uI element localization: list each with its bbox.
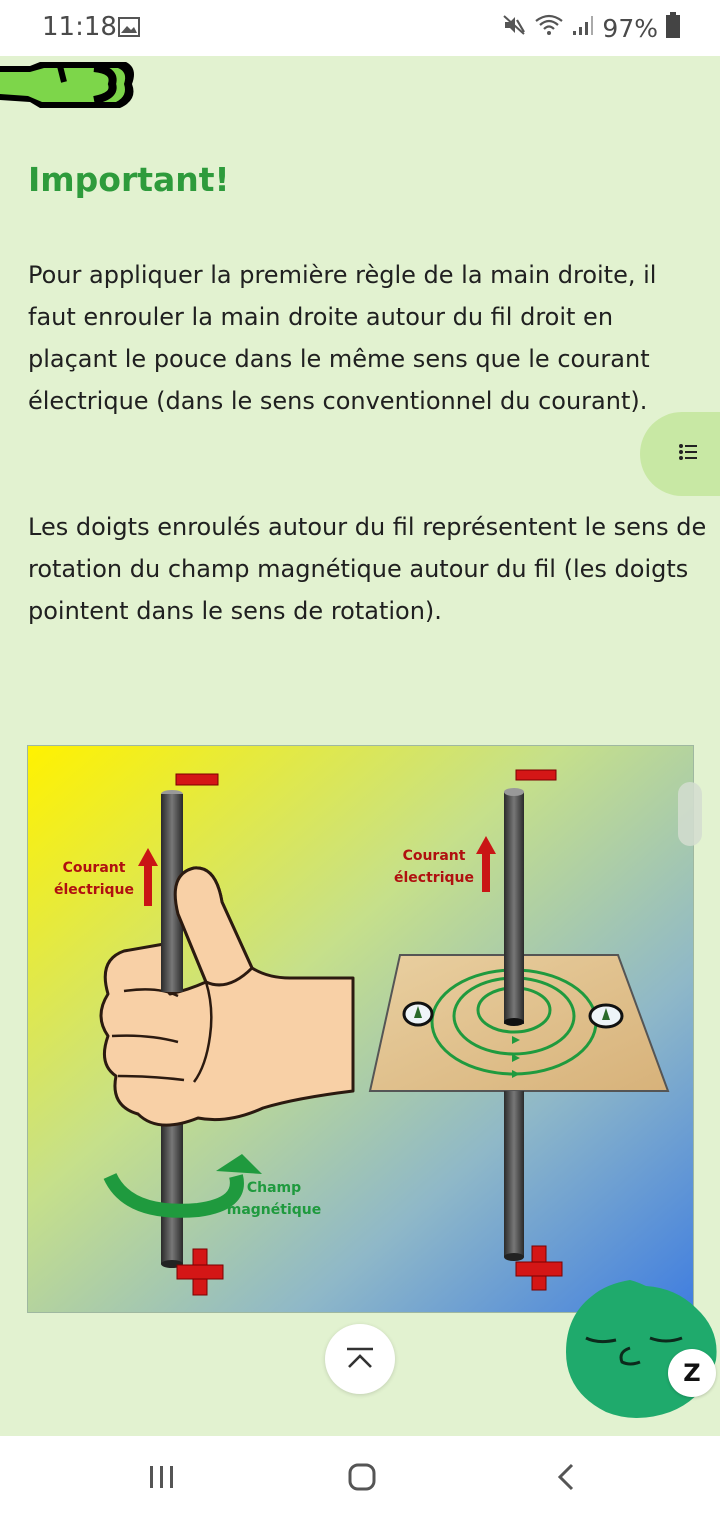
right-negative-terminal-icon — [516, 770, 556, 780]
left-current-label-line2: électrique — [54, 882, 134, 898]
back-icon — [556, 1462, 576, 1492]
mute-icon — [502, 13, 526, 43]
list-icon — [678, 442, 698, 466]
home-button[interactable] — [347, 1462, 377, 1496]
back-button[interactable] — [556, 1462, 576, 1496]
system-navigation-bar — [0, 1436, 720, 1520]
mascot-sleep-badge: Z — [668, 1349, 716, 1397]
gallery-icon — [118, 17, 140, 41]
article-content — [0, 56, 720, 1436]
arrow-up-to-top-icon — [345, 1347, 375, 1371]
right-current-label: Courant — [402, 848, 466, 864]
recent-apps-button[interactable] — [148, 1462, 176, 1496]
scroll-to-top-button[interactable] — [325, 1324, 395, 1394]
scrollbar-handle[interactable] — [678, 782, 702, 846]
paragraph-right-hand-rule: Pour appliquer la première règle de la main droite, il faut enrouler la main droite autour du fil droit en plaçant le pouce dans le même sens que le courant électrique (dans le sens conventionnel du courant). — [28, 261, 657, 415]
battery-icon — [666, 12, 680, 44]
right-wire — [504, 788, 524, 1261]
status-time: 11:18 — [42, 12, 117, 42]
right-hand-rule-illustration — [27, 745, 694, 1313]
status-bar — [0, 0, 720, 56]
signal-icon — [572, 13, 594, 43]
wifi-icon — [534, 13, 564, 43]
magnetic-field-label-line2: magnétique — [226, 1202, 322, 1218]
status-icons — [502, 12, 680, 44]
table-of-contents-button[interactable] — [640, 412, 720, 496]
recent-apps-icon — [148, 1462, 176, 1492]
battery-percent: 97% — [602, 13, 658, 43]
right-current-label-line2: électrique — [394, 870, 474, 886]
negative-terminal-icon — [176, 774, 218, 785]
left-current-label: Courant — [62, 860, 126, 876]
magnetic-field-label: Champ — [246, 1180, 302, 1196]
important-title: Important! — [28, 160, 230, 199]
fist-illustration — [0, 56, 150, 116]
paragraph-fingers: Les doigts enroulés autour du fil représentent le sens de rotation du champ magnétique autour du fil (les doigts pointent dans le sens de rotation). — [28, 513, 707, 625]
home-icon — [347, 1462, 377, 1492]
